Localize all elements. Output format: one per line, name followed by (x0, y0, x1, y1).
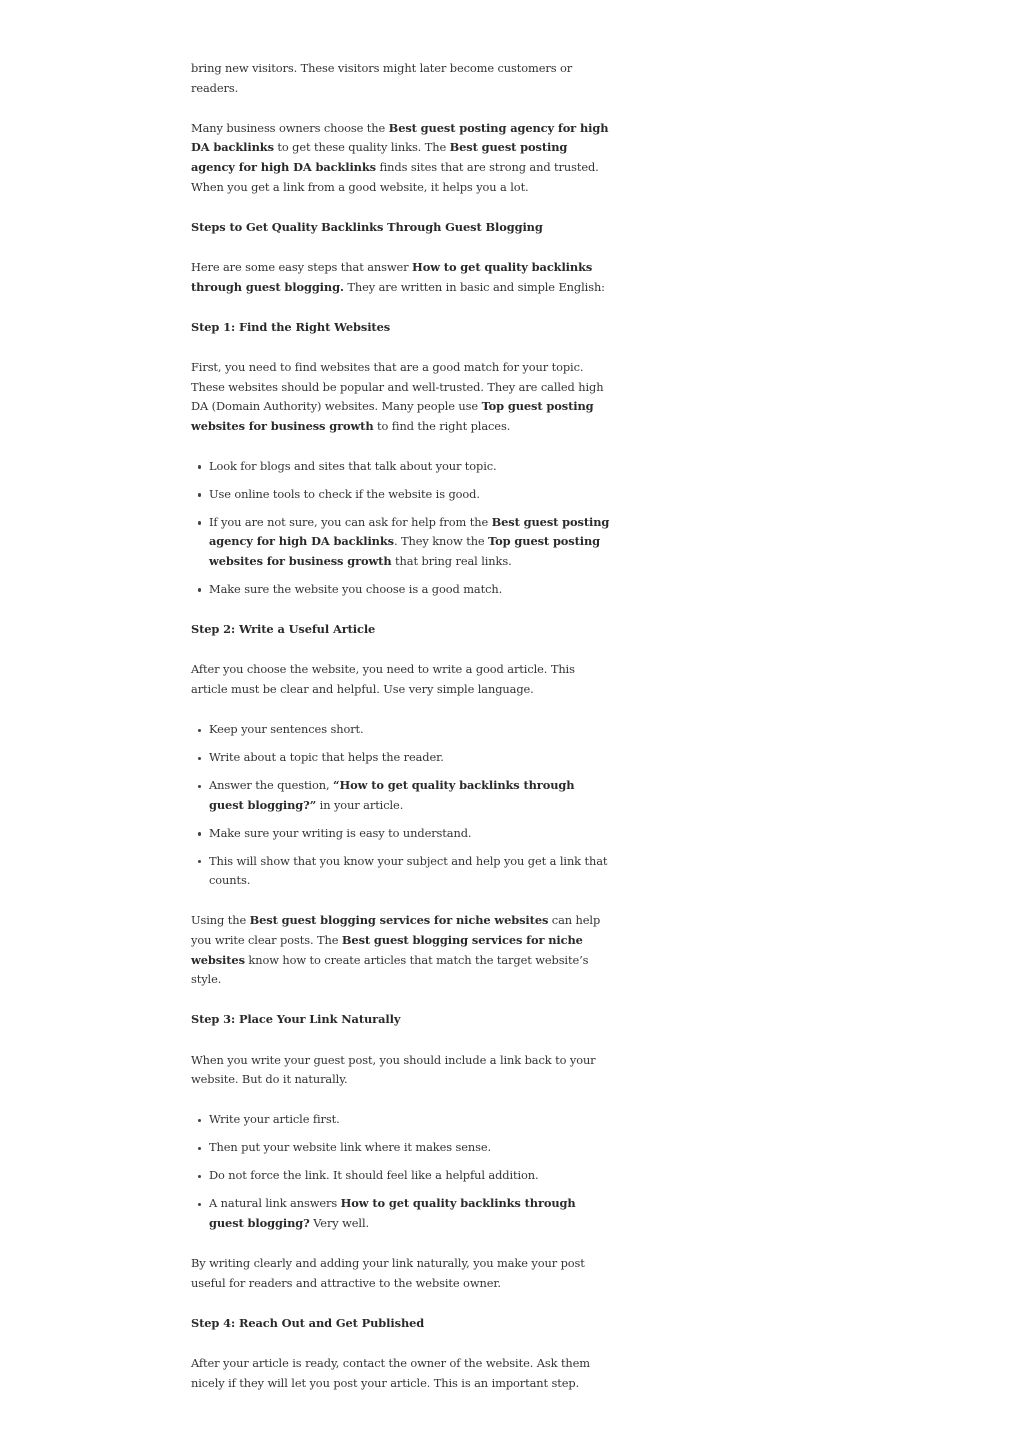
paragraph (191, 358, 611, 436)
text: Look for blogs and sites that talk about your topic. (209, 458, 497, 473)
article-body (191, 59, 611, 1414)
paragraph (191, 660, 611, 699)
heading-step-1: Step 1: Find the Right Websites (191, 319, 391, 334)
keyword-top-websites: Top guest posting websites for business growth (191, 399, 594, 433)
heading-steps: Steps to Get Quality Backlinks Through Guest Blogging (191, 219, 543, 234)
heading-step-3: Step 3: Place Your Link Naturally (191, 1012, 401, 1027)
list-item (209, 485, 611, 505)
text: Using the (191, 913, 250, 928)
list-item (209, 1166, 611, 1186)
list-item (209, 720, 611, 740)
keyword-how-to: “How to get quality backlinks through guest blogging?” (209, 778, 575, 812)
list-item (209, 748, 611, 768)
list-item (209, 580, 611, 600)
paragraph (191, 119, 611, 197)
heading-step-2: Step 2: Write a Useful Article (191, 622, 376, 637)
paragraph (191, 911, 611, 989)
list-item (209, 776, 611, 815)
text: When you write your guest post, you should include a link back to your website. But do it naturally. (191, 1052, 596, 1087)
text: Use online tools to check if the website is good. (209, 486, 480, 501)
text: bring new visitors. These visitors might later become customers or readers. (191, 61, 573, 95)
text: Keep your sentences short. (209, 722, 364, 737)
list-item (209, 513, 611, 572)
list-item (209, 824, 611, 844)
text: Very well. (309, 1215, 370, 1230)
keyword-agency: Best guest posting agency for high DA backlinks (191, 140, 568, 174)
text: Make sure the website you choose is a good match. (209, 582, 503, 597)
list-item (209, 457, 611, 477)
text: to find the right places. (373, 418, 511, 433)
text: Write about a topic that helps the reader. (209, 750, 444, 765)
heading-step-4: Step 4: Reach Out and Get Published (191, 1315, 425, 1330)
text: This will show that you know your subject and help you get a link that counts. (209, 853, 608, 888)
text: Here are some easy steps that answer (191, 259, 413, 274)
list-item (209, 1110, 611, 1130)
keyword-niche-services: Best guest blogging services for niche websites (191, 933, 583, 967)
list-item (209, 1194, 611, 1233)
text: Do not force the link. It should feel like a helpful addition. (209, 1168, 539, 1183)
text: A natural link answers (209, 1196, 341, 1211)
text: They are written in basic and simple English: (343, 279, 605, 294)
bullet-list-step-3 (191, 1110, 611, 1233)
text: If you are not sure, you can ask for help from the (209, 514, 492, 529)
text: After you choose the website, you need to write a good article. This article must be clear and helpful. Use very simple language. (191, 662, 575, 696)
paragraph (191, 1254, 611, 1293)
text: finds sites that are strong and trusted. When you get a link from a good website, it helps you a lot. (191, 159, 599, 194)
paragraph (191, 59, 611, 98)
keyword-agency: Best guest posting agency for high DA backlinks (209, 514, 610, 549)
list-item (209, 852, 611, 891)
keyword-agency: Best guest posting agency for high DA backlinks (191, 120, 609, 155)
text: Make sure your writing is easy to understand. (209, 825, 472, 840)
bullet-list-step-2 (191, 720, 611, 891)
text: that bring real links. (391, 554, 512, 569)
text: Write your article first. (209, 1112, 340, 1127)
keyword-how-to: How to get quality backlinks through guest blogging. (191, 259, 593, 294)
text: to get these quality links. The (273, 140, 450, 155)
paragraph (191, 1051, 611, 1090)
paragraph (191, 1354, 611, 1393)
keyword-how-to: How to get quality backlinks through guest blogging? (209, 1196, 576, 1230)
text: Answer the question, (209, 778, 334, 793)
keyword-top-websites: Top guest posting websites for business growth (209, 534, 601, 569)
list-item (209, 1138, 611, 1158)
text: in your article. (316, 797, 404, 812)
text: By writing clearly and adding your link naturally, you make your post useful for readers and attractive to the website owner. (191, 1256, 585, 1290)
paragraph (191, 258, 611, 297)
text: After your article is ready, contact the owner of the website. Ask them nicely if they will let you post your article. This is an important step. (191, 1356, 590, 1390)
text: First, you need to find websites that are a good match for your topic. These websites should be popular and well-trusted. They are called high DA (Domain Authority) websites. Many people use (191, 359, 604, 414)
text: can help you write clear posts. The (191, 913, 601, 948)
text: Many business owners choose the (191, 120, 389, 135)
bullet-list-step-1 (191, 457, 611, 600)
text: . They know the (393, 534, 489, 549)
text: Then put your website link where it makes sense. (209, 1140, 492, 1155)
keyword-niche-services: Best guest blogging services for niche websites (249, 913, 549, 928)
text: know how to create articles that match the target website’s style. (191, 952, 589, 987)
